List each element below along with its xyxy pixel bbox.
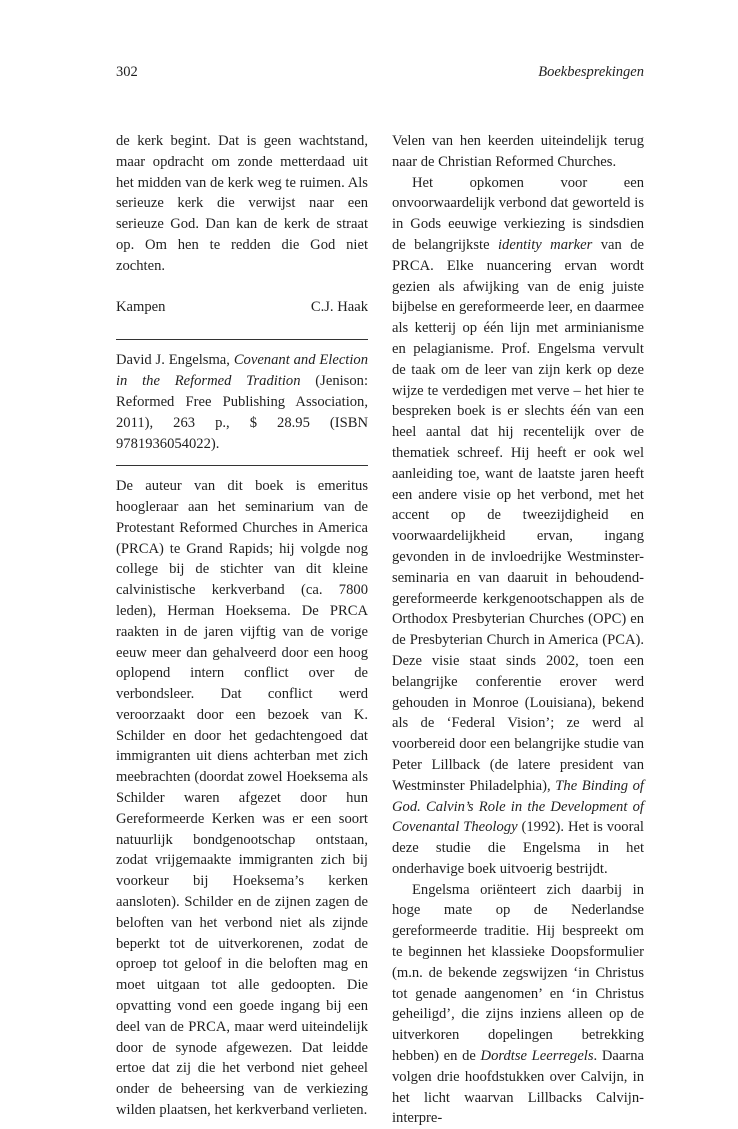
italic-document-title: Dordtse Leerregels — [480, 1048, 594, 1065]
left-column — [116, 131, 368, 1121]
book-title: Covenant and Election in the Reformed Tradition — [116, 352, 368, 390]
continuation-paragraph: Velen van hen keerden uiteindelijk terug naar de Christian Reformed Churches. — [392, 133, 644, 170]
book-author: David J. Engelsma, — [116, 352, 230, 369]
page-number: 302 — [116, 64, 138, 80]
text-segment: Engelsma oriënteert zich daarbij in hoge mate op de Nederlandse gereformeerde traditie. Hij bespreekt om te beginnen het klassieke Doopsformulier (m.n. de bekende zegswijzen ‘in Christus tot genade aangenomen’ en ‘in Christus geheiligd’, die zijns inziens alleen op de uitverkoren dopelingen betrekking hebben) en de — [392, 881, 644, 1065]
book-reference — [116, 350, 368, 454]
text-segment: van de PRCA. Elke nuancering ervan wordt gezien als afwijking van de enig juiste bijbelse en gereformeerde leer, en daarmee als ketterij op één lijn met arminianisme en pelagianisme. Prof. Engelsma vervult de taak om de leer van zijn kerk op deze wijze te verdedigen met verve – het hier te bespreken boek is er slechts één van een heel aantal dat hij recentelijk over de thematiek schreef. Hij heeft er ook wel aanleiding toe, want de laatste jaren heeft een andere visie op het verbond, met het accent op de tweezijdigheid en voorwaardelijkheid ervan, ingang gevonden in de invloedrijke Westminster-seminaria en van daaruit in behoudend-gereformeerde kerkgenootschappen als de Orthodox Presbyterian Churches (OPC) en de Presbyterian Church in America (PCA). Deze visie staat sinds 2002, toen een belangrijke conferentie erover werd gehouden in Monroe (Louisiana), bekend als de ‘Federal Vision’; ze werd al voorbereid door een belangrijke studie van Peter Lillback (de latere president van Westminster Philadelphia), — [392, 236, 644, 794]
italic-book-title: The Binding of God. Calvin’s Role in the Development of Covenantal Theology — [392, 777, 644, 836]
review-signature — [116, 297, 368, 318]
review-paragraph: De auteur van dit boek is emeritus hoogleraar aan het seminarium van de Protestant Reformed Churches in America (PRCA) te Grand Rapids; hij volgde nog college bij de stichter van dit kleine calvinistische kerkverband (ca. 7800 leden), Herman Hoeksema. De PRCA raakten in de jaren vijftig van de vorige eeuw meer dan gehalveerd door een hoog oplopend intern conflict over de verbondsleer. Dat conflict werd veroorzaakt door een bezoek van K. Schilder en door het gedachtengoed dat immigranten uit diens achterban met zich meebrachten (doordat zowel Hoeksema als Schilder waren afgezet door hun Gereformeerde Kerken was er een soort natuurlijk bondgenootschap ontstaan, zodat vrijgemaakte immigranten zich bij voorkeur bij Hoeksema’s kerken aansloten). Schilder en de zijnen zagen de beloften van het verbond niet als zijnde beperkt tot de uitverkorenen, zodat de oproep tot geloof in die beloften mag en moet uitgaan tot alle gedoopten. Die opvatting vond een goede ingang bij een deel van de PRCA, maar werd uiteindelijk door de synode afgewezen. Dat leidde ertoe dat zij die het verbond niet geheel onder de beheersing van de verkiezing wilden plaatsen, het kerkverband verlieten. — [116, 478, 368, 1119]
italic-term: identity marker — [497, 236, 593, 253]
book-details: (Jenison: Reformed Free Publishing Association, 2011), 263 p., $ 28.95 (ISBN 9781936054022). — [116, 373, 368, 452]
running-header — [116, 64, 644, 86]
signature-author: C.J. Haak — [310, 299, 368, 316]
section-title: Boekbesprekingen — [538, 64, 644, 80]
text-segment: Het opkomen voor een onvoorwaardelijk verbond dat geworteld is in Gods eeuwige verkiezing is sindsdien de belangrijkste — [392, 174, 644, 253]
right-column — [392, 131, 644, 1129]
text-segment: . Daarna volgen drie hoofdstukken over Calvijn, in het licht waarvan Lillbacks Calvijn-interpre- — [392, 1048, 644, 1127]
signature-place: Kampen — [116, 299, 166, 316]
text-segment: (1992). Het is vooral deze studie die Engelsma in het onderhavige boek uitvoerig bestrijdt. — [392, 819, 644, 877]
intro-paragraph: de kerk begint. Dat is geen wachtstand, maar opdracht om zonde metterdaad uit het midden van de kerk weg te ruimen. Als serieuze kerk die verwijst naar een serieuze God. Dan kan de kerk de straat op. Om hen te redden die God niet zochten. — [116, 133, 368, 274]
tradition-paragraph — [392, 880, 644, 1129]
identity-paragraph — [392, 173, 644, 880]
